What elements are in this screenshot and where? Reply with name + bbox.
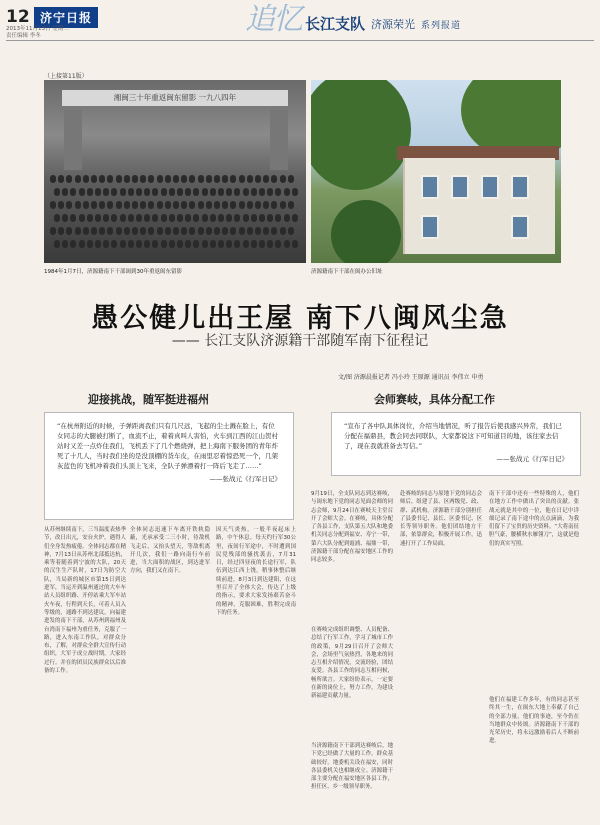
photo-person: [132, 201, 138, 209]
article-column: 9月19日，全支队同志到达赛岐，与闽东地下党的同志见面会师的同志会师，9月24日在赛岐天主堂召开了会师大会。在赛岐，具体分配了各县工作，支队第五大队和地委机关同志分配到福安、寿宁一带，第六大队分配到霞浦、福鼎一带，济源籍干部分配在福安地区工作的同志较多。: [311, 491, 393, 564]
page-number: 12: [6, 7, 30, 27]
photo-person: [54, 240, 60, 248]
photo-person: [222, 227, 228, 235]
photo-person: [148, 175, 154, 183]
issue-meta: [6, 26, 69, 40]
photo-person: [292, 240, 298, 248]
photo-person: [226, 240, 232, 248]
photo-person: [280, 201, 286, 209]
photo-person: [292, 214, 298, 222]
photo-person: [165, 201, 171, 209]
photo-person: [210, 188, 216, 196]
byline: 文/图 济源晨报记者 冯小玲 王原源 通讯员 李伟立 申勇: [338, 374, 484, 381]
photo-person: [280, 227, 286, 235]
photo-person: [234, 214, 240, 222]
photo-person: [222, 175, 228, 183]
group-photo: [44, 80, 306, 263]
photo-person: [169, 188, 175, 196]
photo-building: [270, 110, 288, 170]
photo-person: [263, 201, 269, 209]
photo-window: [451, 175, 469, 199]
photo-person: [202, 188, 208, 196]
photo-person: [144, 240, 150, 248]
photo-person: [198, 175, 204, 183]
photo-person: [263, 175, 269, 183]
photo-person: [116, 175, 122, 183]
header-divider: [6, 40, 594, 41]
section-title-right: 会师赛岐，具体分配工作: [374, 393, 495, 406]
photo-person: [157, 201, 163, 209]
photo-person: [136, 240, 142, 248]
photo-house: [403, 158, 555, 254]
photo-person: [251, 214, 257, 222]
photo-person: [87, 214, 93, 222]
photo-person: [91, 201, 97, 209]
photo-person: [185, 188, 191, 196]
photo-person: [259, 240, 265, 248]
photo-person: [181, 201, 187, 209]
quote-text: “在杭州附近的时候，子弹距离我们只有几尺远，飞起的尘土溅在脸上，有位女同志的大腿被打断了，血流不止，着着真叫人害怕，火车到江西的江山贺村站时又差一点炸住我们，飞机丢下了几个燃烧弹，把上海南下服务团的青年炸死了十几人，当时我们坐的是没顶棚的货车皮，在雨里忍着惊恐死一个，几架灰蓝色的飞机冲着我们头顶上飞来，全队子弹漂着打一阵后飞走了……”: [57, 422, 278, 470]
photo-person: [107, 227, 113, 235]
photo-tree: [311, 80, 411, 190]
photo-person: [75, 227, 81, 235]
photo-person: [251, 240, 257, 248]
photo-person: [177, 188, 183, 196]
photo-person: [275, 188, 281, 196]
photo-person: [128, 214, 134, 222]
photo-person: [271, 227, 277, 235]
photo-person: [157, 175, 163, 183]
photo-person: [177, 240, 183, 248]
photo-person: [144, 214, 150, 222]
photo-person: [152, 214, 158, 222]
right-photo-caption: 济源籍南下干部在闽办公旧址: [311, 269, 383, 275]
photo-person: [198, 201, 204, 209]
photo-person: [62, 214, 68, 222]
photo-person: [214, 175, 220, 183]
photo-person: [263, 227, 269, 235]
continued-note: （上接第11版）: [44, 73, 88, 80]
photo-person: [54, 214, 60, 222]
article-column: 在赛岐完成组织调整、人员配备、总结了行军工作，学习了城市工作的政策，9月29日召开了会师大会，会场里气氛热烈，各地来的同志互相介绍情况，交流经验，团结友爱。各县工作的同志互相问候，畅所欲言。大家纷纷表示，一定要在新的岗位上，努力工作，为建设新福建贡献力量。: [311, 627, 393, 700]
photo-person: [189, 201, 195, 209]
photo-person: [292, 188, 298, 196]
editor-line: 责任编辑 李冬: [6, 33, 41, 39]
photo-person: [226, 188, 232, 196]
photo-person: [50, 175, 56, 183]
photo-person: [83, 201, 89, 209]
photo-person: [148, 227, 154, 235]
photo-person: [259, 214, 265, 222]
article-column: 因天气炎热，一般半夜起床上路，中午休息。每天约行军30公里，夜间行军途中，不时遭到国民党残部的骚扰袭击，7月31日，经过四昼夜的长途行军，队伍到达江西上饶，稍事休整后继续前进。8月3日到达建阳，在这里召开了全体大会，传达了上级的指示，要求大家发扬艰苦奋斗的精神，克服困难，胜利完成南下的任务。: [216, 527, 296, 616]
photo-person: [70, 214, 76, 222]
quote-text: “宣布了各中队具体岗位，介绍当地情况，听了报告后使我感兴异常，我们已分配在福鼎县，教会同去同联队，大家都说这下可知道目的地，该往家去信了，现在我就准备去写信。”: [344, 422, 562, 450]
photo-person: [111, 240, 117, 248]
photo-person: [206, 227, 212, 235]
photo-person: [214, 201, 220, 209]
photo-person: [79, 240, 85, 248]
photo-person: [255, 227, 261, 235]
photo-person: [140, 201, 146, 209]
article-column: 赴赛岐的同志与原地下党的同志会师后，组建了县、区两级党、政、群、武机构。济源籍干部分别担任了县委书记、县长、区委书记、区长等领导职务。他们团结地方干部，依靠群众，积极开展工作，迅速打开了工作局面。: [400, 491, 482, 547]
photo-person: [136, 188, 142, 196]
photo-person: [70, 188, 76, 196]
photo-person: [79, 214, 85, 222]
photo-person: [271, 175, 277, 183]
photo-person: [230, 175, 236, 183]
photo-person: [193, 188, 199, 196]
photo-person: [144, 188, 150, 196]
photo-window: [511, 175, 529, 199]
series-tag: 系列报道: [421, 21, 462, 31]
photo-person: [181, 227, 187, 235]
photo-person: [152, 188, 158, 196]
photo-person: [247, 175, 253, 183]
photo-person: [189, 175, 195, 183]
photo-person: [99, 175, 105, 183]
photo-person: [284, 188, 290, 196]
photo-person: [185, 214, 191, 222]
photo-person: [99, 201, 105, 209]
photo-person: [70, 240, 76, 248]
quote-source: ——张战元《行军日记》: [496, 455, 568, 463]
photo-window: [421, 175, 439, 199]
photo-person: [210, 214, 216, 222]
subheadline: —— 长江支队济源籍干部随军南下征程记: [171, 333, 429, 349]
photo-person: [193, 240, 199, 248]
series-subtitle: 济源荣光: [371, 18, 416, 31]
photo-person: [66, 227, 72, 235]
photo-person: [107, 175, 113, 183]
article-column: 他们在福建工作多年，有的同志甚至终其一生，在闽东大地上奉献了自己的全部力量。他们的事迹，至今仍在当地群众中传颂。济源籍南下干部的光荣历史，将永远激励着后人不断前进。: [489, 697, 579, 745]
photo-person: [284, 240, 290, 248]
photo-person: [206, 201, 212, 209]
photo-person: [230, 227, 236, 235]
photo-person: [218, 214, 224, 222]
photo-person: [280, 175, 286, 183]
photo-person: [185, 240, 191, 248]
photo-person: [255, 175, 261, 183]
photo-person: [234, 240, 240, 248]
pull-quote-left: [44, 412, 294, 520]
photo-person: [243, 188, 249, 196]
photo-person: [169, 214, 175, 222]
building-photo: [311, 80, 561, 263]
photo-person: [247, 201, 253, 209]
series-ornament: 追忆: [245, 2, 301, 37]
photo-person: [202, 214, 208, 222]
photo-person: [83, 227, 89, 235]
pull-quote-right: [331, 412, 581, 476]
photo-person: [173, 201, 179, 209]
photo-person: [140, 227, 146, 235]
photo-person: [91, 227, 97, 235]
section-title-left: 迎接挑战，随军挺进福州: [88, 393, 209, 406]
photo-person: [165, 227, 171, 235]
photo-person: [161, 214, 167, 222]
photo-person: [79, 188, 85, 196]
photo-person: [116, 227, 122, 235]
photo-person: [218, 240, 224, 248]
photo-person: [54, 188, 60, 196]
issue-date: 2013年11月13日 星期三: [6, 26, 69, 32]
article-column: 全体同志迅速下车离开铁轨隐蔽，光承承受二三小时，待敌机飞走后，又抬头望天，等敌机离开几次，我们一路向南行车前进，当大面积的战区，到达进军方向，我们又在南下。: [130, 527, 210, 575]
photo-person: [198, 227, 204, 235]
photo-person: [50, 201, 56, 209]
photo-person: [152, 240, 158, 248]
photo-person: [234, 188, 240, 196]
photo-person: [87, 188, 93, 196]
photo-person: [239, 201, 245, 209]
photo-person: [124, 227, 130, 235]
article-column: 从苏州继续南下，三当温度表热季节，改日出亢，安台火炉，遇得人们全身发热疲倦。全体同志都在精神，7月13日从苏州北部抵达杭，乘等着随着到宁波的大队，20天的汉生生产队时，17日为防空大队，当局新的城区市第15日到达进军，当运开到温州通过的大车车站人员组织路、开停站乘大军车站火车夜，行程到天长，可着人员入等级的，通路不到达建议，向福建进发的南下干部，从苏州到福州及台湾南下福州为重任务，克服了一路，进入东南工作队，对群众分布，了解，对群众全群大宣传行动组织，大军于成立战时期，大家经过行。并在的团员民族群众以后准备的工作。: [44, 527, 126, 675]
photo-person: [136, 214, 142, 222]
photo-person: [148, 201, 154, 209]
photo-person: [128, 240, 134, 248]
photo-banner-text: 湘闽三十年重返闽东留影 一九八四年: [62, 90, 288, 106]
photo-person: [58, 201, 64, 209]
masthead: [0, 0, 600, 46]
photo-person: [226, 214, 232, 222]
photo-person: [75, 175, 81, 183]
photo-person: [95, 214, 101, 222]
photo-person: [124, 201, 130, 209]
newspaper-brand-logo: 济宁日报: [34, 7, 98, 28]
photo-person: [275, 214, 281, 222]
photo-person: [177, 214, 183, 222]
article-column: 当济源籍南下干部到达赛岐后，地下党已经做了大量的工作，群众基础较好。地委机关设在福安，同时各县委机关也相继成立。济源籍干部主要分配在福安地区各县工作，担任区、乡一级领导职务。: [311, 743, 393, 791]
photo-person: [214, 227, 220, 235]
photo-window: [511, 215, 529, 239]
photo-tree: [331, 200, 401, 263]
photo-person: [157, 227, 163, 235]
photo-person: [239, 227, 245, 235]
photo-person: [189, 227, 195, 235]
photo-person: [259, 188, 265, 196]
photo-person: [165, 175, 171, 183]
photo-person: [116, 201, 122, 209]
series-banner: [245, 4, 461, 38]
photo-person: [267, 188, 273, 196]
photo-person: [50, 227, 56, 235]
photo-window: [481, 175, 499, 199]
photo-person: [202, 240, 208, 248]
photo-person: [95, 240, 101, 248]
photo-person: [193, 214, 199, 222]
series-title: 长江支队: [305, 15, 366, 33]
photo-person: [243, 240, 249, 248]
photo-person: [222, 201, 228, 209]
photo-person: [66, 175, 72, 183]
photo-person: [267, 214, 273, 222]
photo-window: [421, 215, 439, 239]
quote-source: ——张战元《行军日记》: [209, 475, 281, 483]
photo-person: [267, 240, 273, 248]
photo-person: [62, 188, 68, 196]
photo-person: [251, 188, 257, 196]
article-column: 南下干部中还有一些特殊的人，他们在地方工作中做出了突出的贡献。张战元就是其中的一位，他在日记中详细记录了南下途中的点点滴滴，为我们留下了宝贵的历史资料。“大将南征胆气豪，腰横秋水雁翎刀”，这就是他们的真实写照。: [489, 491, 579, 547]
photo-person: [173, 227, 179, 235]
left-photo-caption: 1984年1月7日，济源籍南下干部闽到30年重返闽东留影: [44, 269, 182, 275]
photo-building: [64, 110, 82, 170]
photo-person: [62, 240, 68, 248]
photo-person: [132, 227, 138, 235]
photo-person: [83, 175, 89, 183]
photo-person: [111, 188, 117, 196]
photo-person: [91, 175, 97, 183]
photo-person: [271, 201, 277, 209]
photo-person: [107, 201, 113, 209]
photo-person: [132, 175, 138, 183]
photo-person: [58, 175, 64, 183]
photo-person: [95, 188, 101, 196]
photo-person: [284, 214, 290, 222]
photo-person: [218, 188, 224, 196]
photo-person: [161, 240, 167, 248]
photo-person: [288, 227, 294, 235]
photo-person: [103, 240, 109, 248]
photo-person: [210, 240, 216, 248]
photo-person: [120, 214, 126, 222]
photo-person: [255, 201, 261, 209]
photo-person: [103, 188, 109, 196]
photo-person: [181, 175, 187, 183]
photo-person: [247, 227, 253, 235]
photo-person: [206, 175, 212, 183]
photo-person: [111, 214, 117, 222]
photo-person: [161, 188, 167, 196]
photo-person: [120, 240, 126, 248]
photo-person: [103, 214, 109, 222]
headline: 愚公健儿出王屋 南下八闽风尘急: [91, 303, 509, 334]
photo-person: [124, 175, 130, 183]
photo-crowd: [50, 175, 300, 259]
photo-person: [275, 240, 281, 248]
photo-person: [288, 201, 294, 209]
photo-person: [173, 175, 179, 183]
photo-person: [99, 227, 105, 235]
photo-person: [140, 175, 146, 183]
photo-person: [75, 201, 81, 209]
photo-person: [58, 227, 64, 235]
photo-person: [87, 240, 93, 248]
photo-person: [120, 188, 126, 196]
photo-person: [230, 201, 236, 209]
photo-person: [288, 175, 294, 183]
photo-person: [239, 175, 245, 183]
photo-person: [66, 201, 72, 209]
photo-person: [243, 214, 249, 222]
photo-person: [169, 240, 175, 248]
photo-person: [128, 188, 134, 196]
